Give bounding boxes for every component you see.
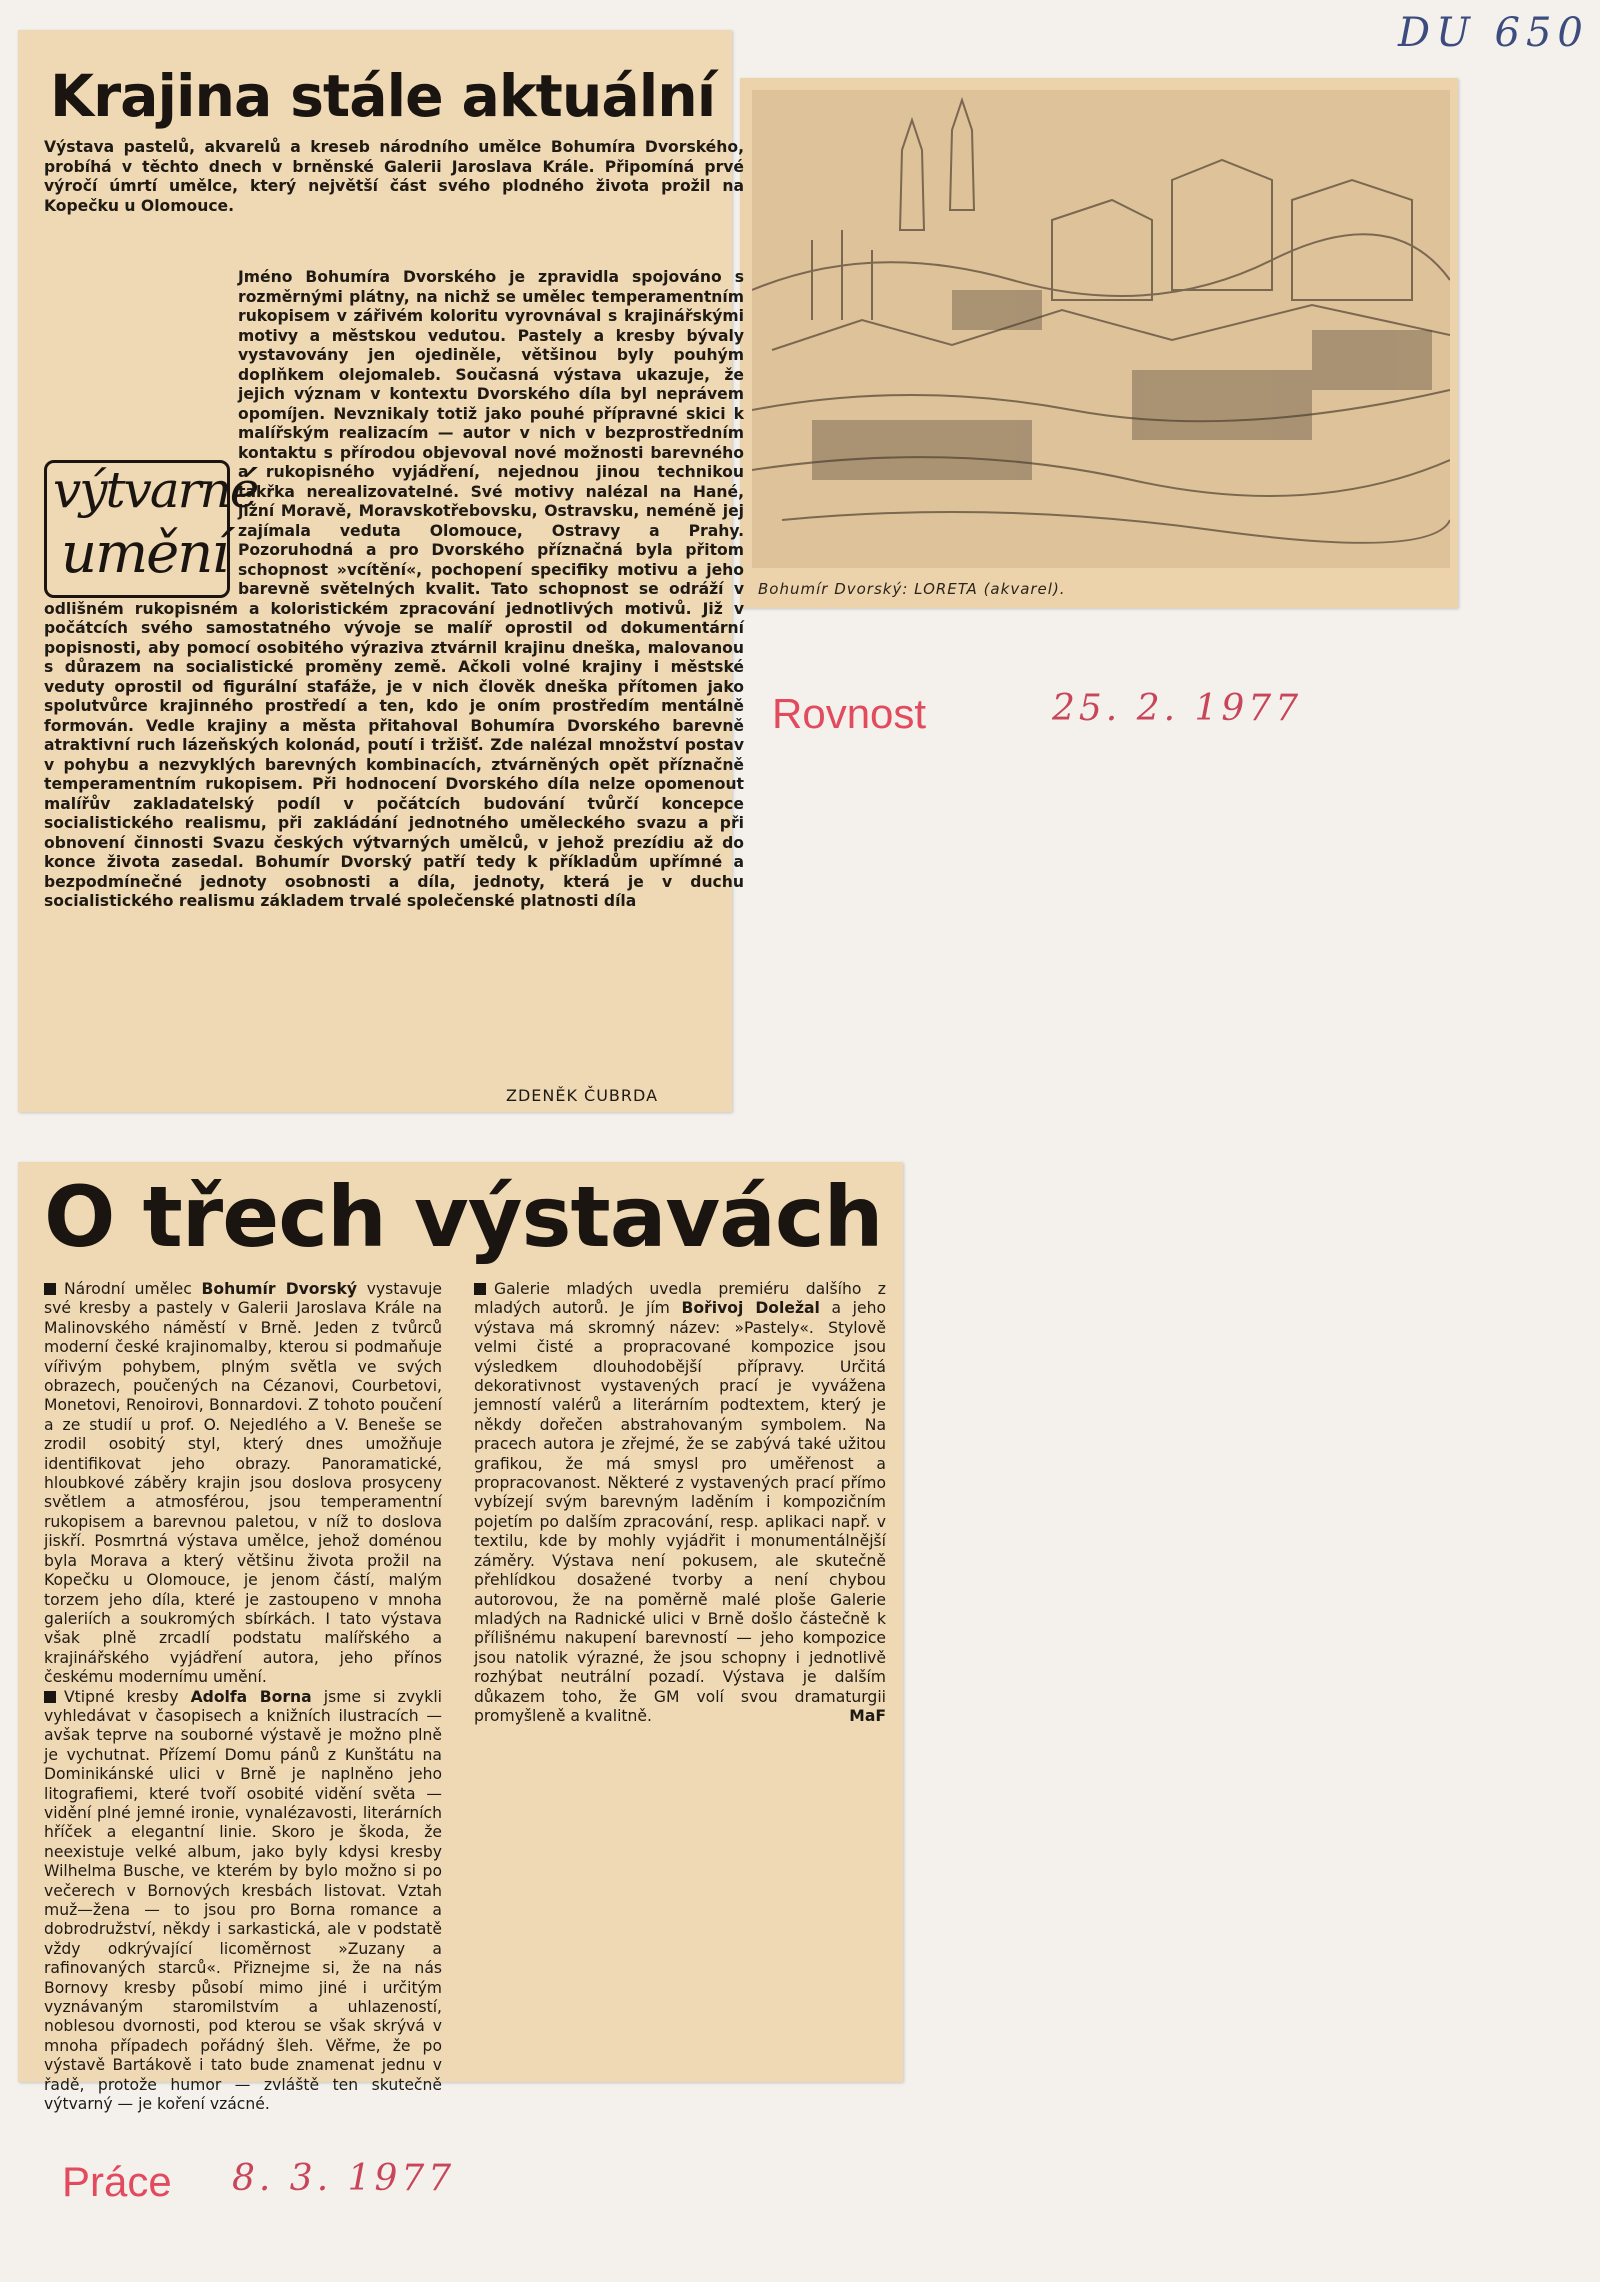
article2-column-left (44, 1280, 442, 2114)
article1-byline: ZDENĚK ČUBRDA (506, 1086, 659, 1105)
article2-headline: O třech výstavách (44, 1168, 883, 1266)
article2-paragraph-1 (44, 1280, 442, 1688)
rubric-line2: umění (61, 521, 228, 586)
p2-after: jsme si zvykli vyhledávat v časopisech a knižních ilustracích — avšak teprve na souborné výstavě je možno plně je vychutnat. Přízemí Domu pánů z Kunštátu na Dominikánské ulici v Brně je naplněno jeho litografiemi, které tvoří osobité vidění světa — vidění plné jemné ironie, vynalézavosti, literárních hříček a elegantní linie. Skoro je škoda, že neexistuje velké album, jako byly kdysi kresby Wilhelma Busche, ve kterém by bylo možno si po večerech v Bornových kresbách listovat. Vztah muž—žena — to jsou pro Borna romance a dobrodružství, někdy i sarkastická, ale v podstatě vždy odkrývající licoměrnost »Zuzany a rafinovaných starců«. Přiznejme si, že na nás Bornovy kresby působí mimo jiné i určitým vyznávaným staromilstvím a uhlazeností, noblesou dvornosti, pod kterou se však skrývá v mnoha případech pořádný šleh. Věřme, že po výstavě Bartákově i tato bude znamenat jednu v řadě, protože humor — zvláště ten skutečně výtvarný — je koření vzácné. (44, 1687, 442, 2114)
bullet-square-icon (474, 1283, 486, 1295)
date-prace: 8. 3. 1977 (232, 2158, 456, 2199)
article1-lead: Výstava pastelů, akvarelů a kreseb národního umělce Bohumíra Dvorského, probíhá v těchto dnech v brněnské Galerii Jaroslava Krále. Připomíná prvé výročí úmrtí umělce, který největší část svého plodného života prožil na Kopečku u Olomouce. (44, 138, 744, 215)
bullet-square-icon (44, 1283, 56, 1295)
rubric-logo (44, 460, 258, 598)
p1-name: Bohumír Dvorský (201, 1280, 358, 1298)
bullet-square-icon (44, 1691, 56, 1703)
p2-name: Adolfa Borna (190, 1687, 312, 1706)
p1-before: Národní umělec (64, 1280, 202, 1298)
article1-body (44, 268, 744, 1108)
archive-id: DU 650 (1398, 10, 1589, 56)
article2-signature: MaF (849, 1707, 886, 1726)
source-rovnost: Rovnost (772, 690, 927, 737)
p1-after: vystavuje své kresby a pastely v Galerii Jaroslava Krále na Malinovského náměstí v Brně. Jeden z tvůrců moderní české krajinomalby, kterou si podmaňuje vířivým pohybem, plným světla ve svých obrazech, poučených na Cézanovi, Courbetovi, Monetovi, Renoirovi, Bonnardovi. Z tohoto poučení a ze studií u prof. O. Nejedlého a V. Beneše se zrodil osobitý styl, který dnes umožňuje identifikovat jeho obrazy. Panoramatické, hloubkové záběry krajin jsou doslova prosyceny světlem a atmosférou, jsou temperamentní rukopisem a barevnou paletou, v níž to doslova jiskří. Posmrtná výstava umělce, jehož doménou byla Morava a který většinu života prožil na Kopečku u Olomouce, je jenom částí, malým torzem jeho díla, které je zastoupeno v mnoha galeriích a soukromých sbírkách. I tato výstava však plně zrcadlí podstatu malířského a krajinářského vyjádření autora, jeho přínos českému modernímu umění. (44, 1280, 442, 1687)
article1-headline: Krajina stále aktuální (50, 62, 716, 130)
loreta-painting (752, 90, 1450, 568)
article2-column-right (474, 1280, 886, 1727)
p3-after: a jeho výstava má skromný název: »Pastely«. Stylově velmi čisté a propracované kompozice jsou výsledkem dlouhodobější přípravy. Určitá dekorativnost vystavených prací je vyvážena jemností valérů a literárním podtextem, který je někdy dořečen abstrahovaným symbolem. Na pracech autora je zřejmé, že se zabývá také užitou grafikou, že má smysl pro uměřenost a propracovanost. Některé z vystavených prací přímo vybízejí svým barevným laděním i kompozičním pojetím po dalším zpracování, resp. aplikaci např. v textilu, kde by mohly vyjádřit i monumentálnější záměry. Výstava není pokusem, ale skutečně přehlídkou dosažené tvorby a není chybou autorovou, že na poměrně malé ploše Galerie mladých na Radnické ulici v Brně došlo částečně k přílišnému nakupení barevností — jeho kompozice jsou natolik výrazné, že jsou schopny i jednotlivě rozhýbat neutrální pozadí. Výstava je dalším důkazem toho, že GM volí svou dramaturgii promyšleně a kvalitně. (474, 1299, 886, 1725)
date-rovnost: 25. 2. 1977 (1052, 688, 1303, 729)
source-prace: Práce (62, 2158, 172, 2205)
p3-name: Bořivoj Doležal (681, 1299, 820, 1318)
article2-paragraph-3 (474, 1280, 886, 1726)
article2-paragraph-2 (44, 1688, 442, 2115)
article1-body-text: Jméno Bohumíra Dvorského je zpravidla spojováno s rozměrnými plátny, na nichž se umělec temperamentním rukopisem v zářivém koloritu vyrovnával s krajinářskými motivy a městskou vedutou. Pastely a kresby bývaly vystavovány jen ojediněle, většinou byly pouhým doplňkem olejomaleb. Současná výstava ukazuje, že jejich význam v kontextu Dvorského díla byl neprávem opomíjen. Nevznikaly totiž jako pouhé přípravné skici k malířským realizacím — autor v nich v bezprostředním kontaktu s přírodou objevoval nové možnosti barevného a rukopisného vyjádření, nejednou jinou technikou takřka nerealizovatelné. Své motivy nalézal na Hané, jižní Moravě, Moravskotřebovsku, Ostravsku, neméně jej zajímala veduta Olomouce, Ostravy a Prahy. Pozoruhodná a pro Dvorského příznačná byla přitom schopnost »vcítění«, pochopení specifiky motivu a jeho barevně světelných kvalit. Tato schopnost se odráží v odlišném rukopisném a koloristickém zpracování jednotlivých motivů. Již v počátcích svého samostatného vývoje se malíř oprostil od dokumentární popisnosti, aby pomocí osobitého výraziva ztvárnil krajinu dneška, malovanou s důrazem na socialistické proměny země. Ačkoli volné krajiny i městské veduty oprostil od figurální stafáže, je v nich člověk dneška přítomen jako spolutvůrce krajinného prostředí a ten, kdo je oním prostředím mentálně formován. Vedle krajiny a města přitahoval Bohumíra Dvorského barevně atraktivní ruch lázeňských kolonád, poutí i tržišť. Zde nalézal množství postav v pohybu a nezvyklých barevných kombinacích, ztvárněných opět příznačně temperamentním rukopisem. Při hodnocení Dvorského díla nelze opomenout malířův zakladatelský podíl v počátcích budování tvůrčí koncepce socialistického realismu, při zakládání jednotného uměleckého svazu a při obnovení činnosti Svazu českých výtvarných umělců, v jehož prezídiu až do konce života zasedal. Bohumír Dvorský patří tedy k příkladům upřímné a bezpodmínečné jednoty osobnosti a díla, jednoty, která je v duchu socialistického realismu základem trvalé společenské platnosti díla (44, 268, 744, 910)
painting-caption: Bohumír Dvorský: LORETA (akvarel). (758, 580, 1066, 598)
p2-before: Vtipné kresby (64, 1687, 191, 1706)
p3-before: Galerie mladých uvedla premiéru dalšího z mladých autorů. Je jím (474, 1280, 886, 1318)
rubric-line1: výtvarné (53, 461, 258, 519)
